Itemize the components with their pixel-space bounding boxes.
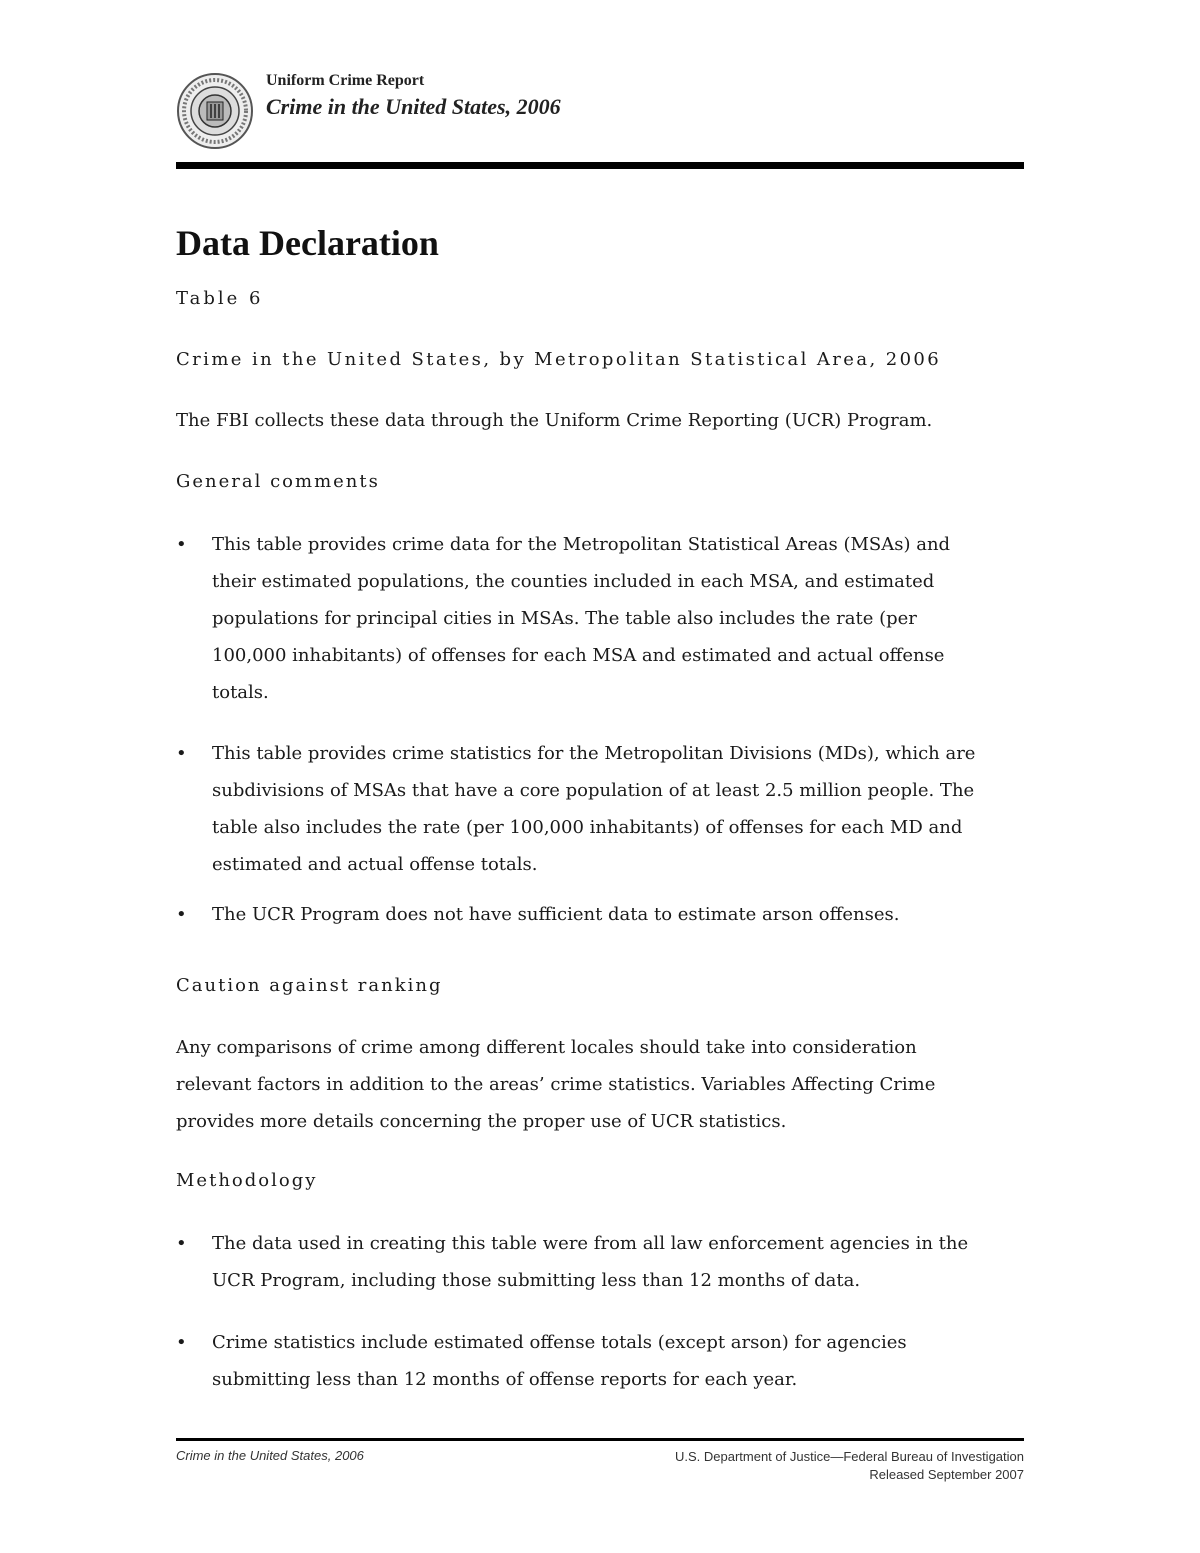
table-label: Table 6 — [176, 288, 264, 309]
general-comments-list-2 — [176, 735, 996, 883]
intro-text: The FBI collects these data through the Uniform Crime Reporting (UCR) Program. — [176, 410, 933, 431]
list-item — [176, 896, 996, 933]
list-item-text: This table provides crime statistics for the Metropolitan Divisions (MDs), which are subdivisions of MSAs that have a core population of at least 2.5 million people. The table also includes the rate (per 100,000 inhabitants) of offenses for each MD and estimated and actual offense totals. — [212, 743, 976, 875]
methodology-heading: Methodology — [176, 1170, 318, 1191]
bullet-icon: • — [176, 743, 187, 764]
list-item — [176, 1324, 996, 1398]
list-item-text: The data used in creating this table were from all law enforcement agencies in the UCR Program, including those submitting less than 12 months of data. — [212, 1233, 969, 1291]
footer-department: U.S. Department of Justice—Federal Bureau of Investigation — [674, 1449, 1024, 1464]
methodology-list-2 — [176, 1324, 996, 1398]
report-name: Uniform Crime Report — [266, 72, 425, 89]
publication-title: Crime in the United States, 2006 — [266, 94, 561, 119]
caution-heading: Caution against ranking — [176, 975, 443, 996]
bullet-icon: • — [176, 534, 187, 555]
fbi-seal-icon — [176, 72, 254, 150]
methodology-list — [176, 1225, 996, 1299]
bullet-icon: • — [176, 904, 187, 925]
general-comments-heading: General comments — [176, 471, 380, 492]
list-item — [176, 1225, 996, 1299]
list-item-text: Crime statistics include estimated offense totals (except arson) for agencies submitting less than 12 months of offense reports for each year. — [212, 1332, 907, 1390]
header-divider — [176, 162, 1024, 169]
footer-divider — [176, 1438, 1024, 1441]
footer-agency — [675, 1448, 1024, 1484]
bullet-icon: • — [176, 1233, 187, 1254]
table-title: Crime in the United States, by Metropolitan Statistical Area, 2006 — [176, 349, 942, 370]
list-item-text: The UCR Program does not have sufficient data to estimate arson offenses. — [212, 904, 900, 925]
general-comments-list — [176, 526, 996, 711]
caution-text: Any comparisons of crime among different locales should take into consideration relevant factors in addition to the areas’ crime statistics. Variables Affecting Crime provides more details concerning the proper use of UCR statistics. — [176, 1037, 936, 1132]
list-item — [176, 526, 996, 711]
bullet-icon: • — [176, 1332, 187, 1353]
general-comments-list-3 — [176, 896, 996, 933]
list-item-text: This table provides crime data for the Metropolitan Statistical Areas (MSAs) and their estimated populations, the counties included in each MSA, and estimated populations for principal cities in MSAs. The table also includes the rate (per 100,000 inhabitants) of offenses for each MSA and estimated and actual offense totals. — [212, 534, 951, 703]
page-title: Data Declaration — [176, 223, 439, 263]
footer-release-date: Released September 2007 — [869, 1467, 1024, 1482]
footer-publication: Crime in the United States, 2006 — [176, 1448, 364, 1463]
list-item — [176, 735, 996, 883]
